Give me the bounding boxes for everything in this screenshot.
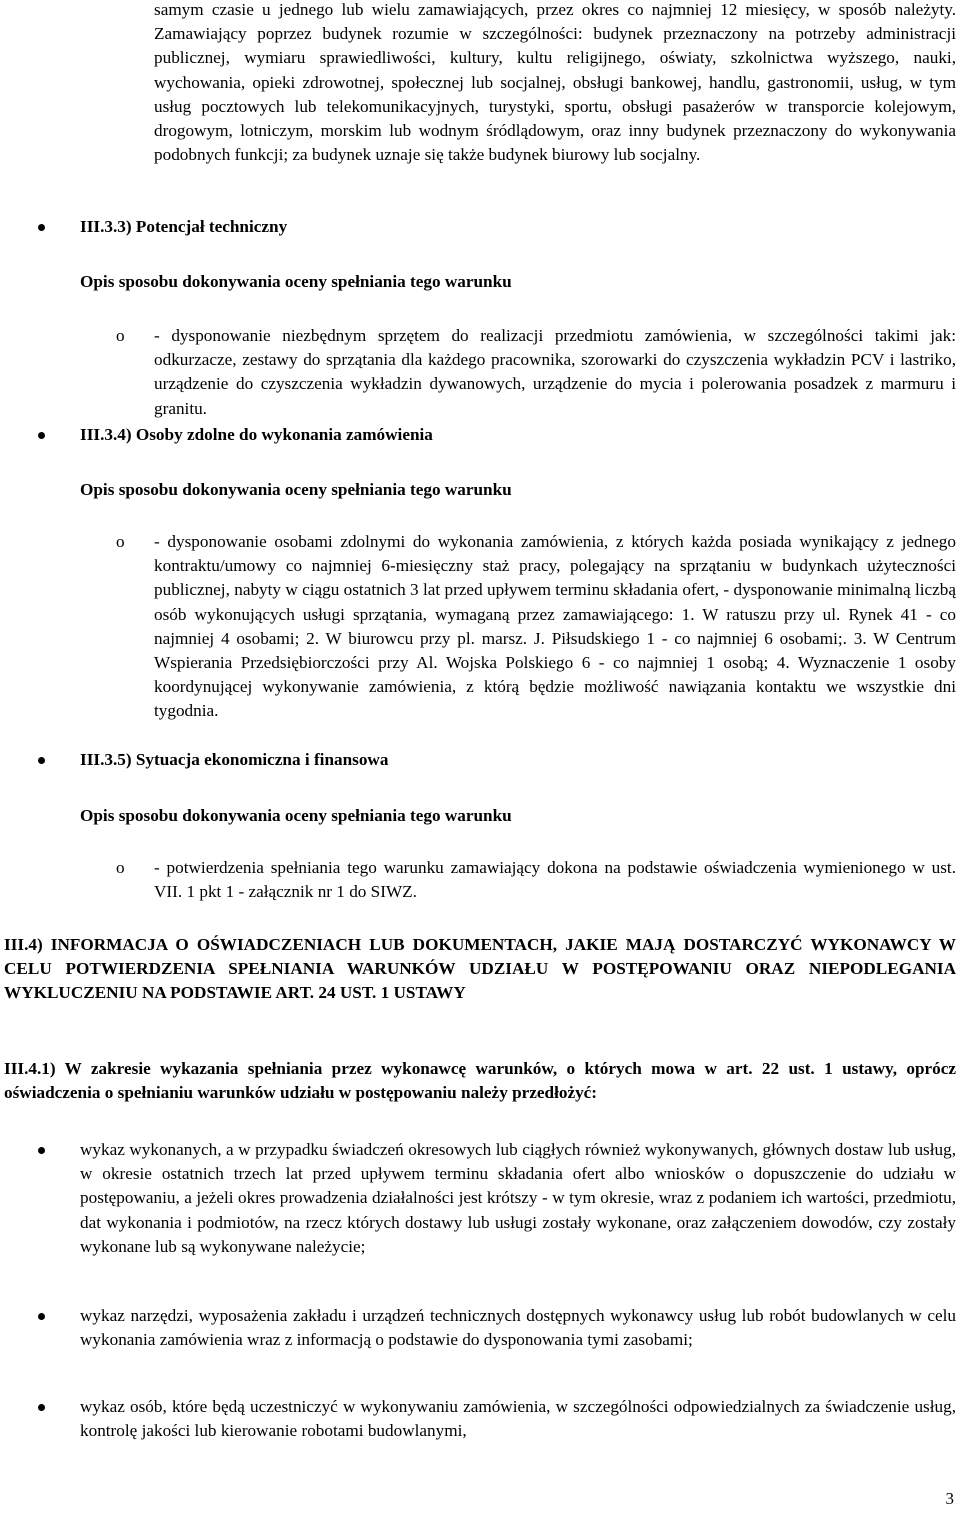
page-number: 3 bbox=[945, 1489, 954, 1508]
section-heading-iii-4-1: III.4.1) W zakresie wykazania spełniania przez wykonawcę warunków, o których mowa w art. 22 ust. 1 ustawy, oprócz oświadczenia o spełnianiu warunków udziału w postępowaniu należy przedłożyć: bbox=[4, 1059, 956, 1103]
list-item: wykaz osób, które będą uczestniczyć w wykonywaniu zamówienia, w szczególności odpowiedzialnych za świadczenie usług, kontrolę jakości lub kierowanie robotami budowlanymi, bbox=[80, 1397, 956, 1441]
bullet-icon bbox=[38, 757, 45, 764]
section-heading: III.3.4) Osoby zdolne do wykonania zamówienia bbox=[80, 425, 433, 444]
section-subheading: Opis sposobu dokonywania oceny spełniania tego warunku bbox=[80, 806, 512, 825]
list-item: wykaz narzędzi, wyposażenia zakładu i urządzeń technicznych dostępnych wykonawcy usług lub robót budowlanych w celu wykonania zamówienia wraz z informacją o podstawie do dysponowania tymi zasobami; bbox=[80, 1306, 956, 1350]
intro-paragraph: samym czasie u jednego lub wielu zamawiających, przez okres co najmniej 12 miesięcy, w sposób należyty. Zamawiający poprzez budynek rozumie w szczególności: budynek przeznaczony na potrzeby administracji publicznej, wymiaru sprawiedliwości, kultury, kultu religijnego, oświaty, szkolnictwa wyższego, nauki, wychowania, opieki zdrowotnej, społecznej lub socjalnej, obsługi bankowej, handlu, gastronomii, usług, w tym usług pocztowych lub telekomunikacyjnych, turystyki, sportu, obsługi pasażerów w transporcie kolejowym, drogowym, lotniczym, morskim lub wodnym śródlądowym, oraz inny budynek przeznaczony do wykonywania podobnych funkcji; za budynek uznaje się także budynek biurowy lub socjalny. bbox=[154, 0, 956, 165]
section-heading: III.3.5) Sytuacja ekonomiczna i finansowa bbox=[80, 750, 389, 769]
section-item: - potwierdzenia spełniania tego warunku zamawiający dokona na podstawie oświadczenia wymienionego w ust. VII. 1 pkt 1 - załącznik nr 1 do SIWZ. bbox=[154, 858, 956, 902]
section-item: - dysponowanie niezbędnym sprzętem do realizacji przedmiotu zamówienia, w szczególności takimi jak: odkurzacze, zestawy do sprzątania dla każdego pracownika, szorowarki do czyszczenia wykładzin PCV i lastriko, urządzenie do czyszczenia wykładzin dywanowych, urządzenie do mycia i polerowania posadzek z marmuru i granitu. bbox=[154, 326, 956, 418]
section-subheading: Opis sposobu dokonywania oceny spełniania tego warunku bbox=[80, 480, 512, 499]
bullet-icon bbox=[38, 1147, 45, 1154]
bullet-icon bbox=[38, 432, 45, 439]
section-subheading: Opis sposobu dokonywania oceny spełniania tego warunku bbox=[80, 272, 512, 291]
section-heading: III.3.3) Potencjał techniczny bbox=[80, 217, 288, 236]
list-marker-icon: o bbox=[116, 326, 125, 345]
bullet-icon bbox=[38, 224, 45, 231]
list-marker-icon: o bbox=[116, 532, 125, 551]
section-item: - dysponowanie osobami zdolnymi do wykonania zamówienia, z których każda posiada wynikający z jednego kontraktu/umowy co najmniej 6-miesięczny staż pracy, polegający na sprzątaniu w budynkach użyteczności publicznej, nabyty w ciągu ostatnich 3 lat przed upływem terminu składania ofert, - dysponowanie minimalną liczbą osób wykonujących usługi sprzątania, wymaganą przez zamawiającego: 1. W ratuszu przy ul. Rynek 41 - co najmniej 4 osobami; 2. W biurowcu przy pl. marsz. J. Piłsudskiego 1 - co najmniej 6 osobami;. 3. W Centrum Wspierania Przedsiębiorczości przy Al. Wojska Polskiego 6 - co najmniej 1 osobą; 4. Wyznaczenie 1 osoby koordynującej wykonywanie zamówienia, z którą będzie możliwość nawiązania kontaktu we wszystkie dni tygodnia. bbox=[154, 532, 956, 721]
list-item: wykaz wykonanych, a w przypadku świadczeń okresowych lub ciągłych również wykonywanych, głównych dostaw lub usług, w okresie ostatnich trzech lat przed upływem terminu składania ofert albo wniosków o dopuszczenie do udziału w postępowaniu, a jeżeli okres prowadzenia działalności jest krótszy - w tym okresie, wraz z podaniem ich wartości, przedmiotu, dat wykonania i podmiotów, na rzecz których dostawy lub usługi zostały wykonane, oraz załączeniem dowodów, czy zostały wykonane lub są wykonywane należycie; bbox=[80, 1140, 956, 1256]
section-heading-iii-4: III.4) INFORMACJA O OŚWIADCZENIACH LUB DOKUMENTACH, JAKIE MAJĄ DOSTARCZYĆ WYKONAWCY W CELU POTWIERDZENIA SPEŁNIANIA WARUNKÓW UDZIAŁU W POSTĘPOWANIU ORAZ NIEPODLEGANIA WYKLUCZENIU NA PODSTAWIE ART. 24 UST. 1 USTAWY bbox=[4, 935, 956, 1003]
list-marker-icon: o bbox=[116, 858, 125, 877]
bullet-icon bbox=[38, 1313, 45, 1320]
bullet-icon bbox=[38, 1404, 45, 1411]
